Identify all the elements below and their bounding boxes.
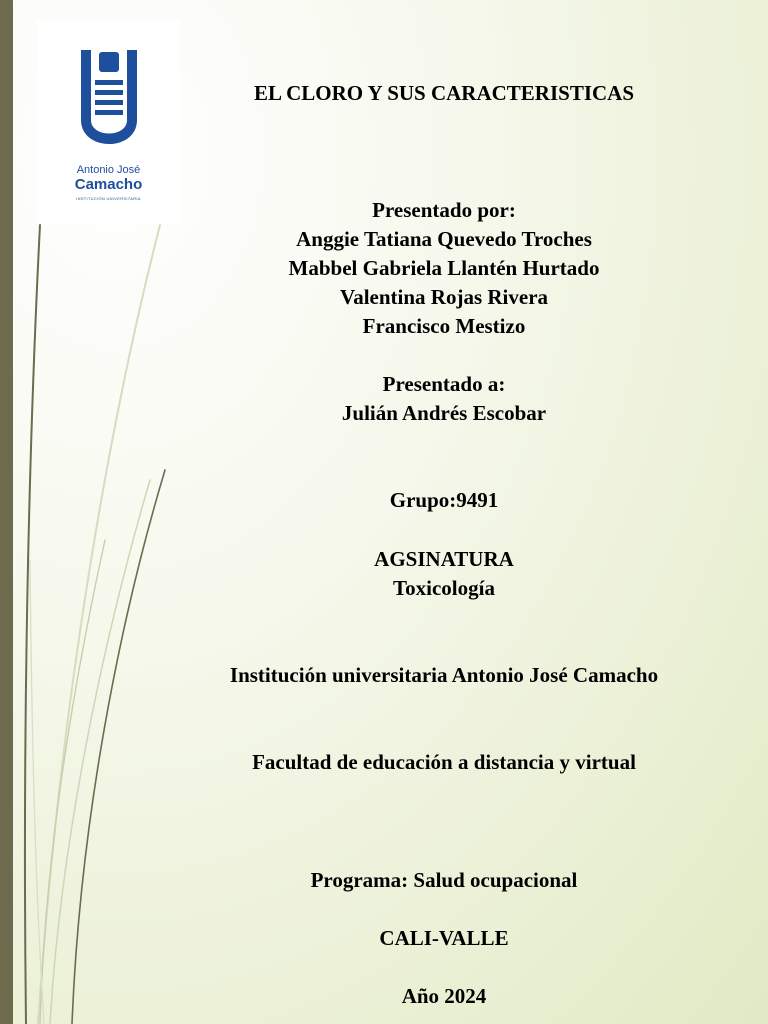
logo-name-line1: Antonio José bbox=[76, 164, 141, 176]
author-name: Francisco Mestizo bbox=[362, 314, 526, 338]
program-section bbox=[120, 866, 768, 895]
city-name: CALI-VALLE bbox=[379, 926, 509, 950]
author-name: Anggie Tatiana Quevedo Troches bbox=[296, 227, 592, 251]
author-name: Valentina Rojas Rivera bbox=[339, 285, 549, 309]
institution-section bbox=[120, 661, 768, 690]
subject-section bbox=[120, 545, 768, 603]
presented-by-section bbox=[120, 196, 768, 341]
left-border-bar bbox=[0, 0, 13, 1024]
institution-name: Institución universitaria Antonio José Camacho bbox=[229, 663, 659, 687]
presented-to-name: Julián Andrés Escobar bbox=[341, 401, 547, 425]
presented-to-label: Presentado a: bbox=[382, 372, 506, 396]
presented-by-label: Presentado por: bbox=[372, 198, 516, 222]
presented-to-section bbox=[120, 370, 768, 428]
document-title: EL CLORO Y SUS CARACTERISTICAS bbox=[253, 81, 635, 105]
year-text: Año 2024 bbox=[401, 984, 487, 1008]
logo-name-line3: INSTITUCIÓN UNIVERSITARIA bbox=[76, 196, 141, 201]
subject-label: AGSINATURA bbox=[374, 547, 514, 571]
logo-name-line2: Camacho bbox=[74, 176, 143, 193]
city-section bbox=[120, 924, 768, 953]
group-number: Grupo:9491 bbox=[389, 488, 499, 512]
group-section bbox=[120, 486, 768, 515]
author-name: Mabbel Gabriela Llantén Hurtado bbox=[288, 256, 600, 280]
faculty-name: Facultad de educación a distancia y virtual bbox=[252, 750, 636, 774]
program-name: Programa: Salud ocupacional bbox=[310, 868, 578, 892]
institution-logo bbox=[37, 20, 180, 224]
year-section bbox=[120, 982, 768, 1011]
subject-name: Toxicología bbox=[393, 576, 495, 600]
faculty-section bbox=[120, 748, 768, 777]
